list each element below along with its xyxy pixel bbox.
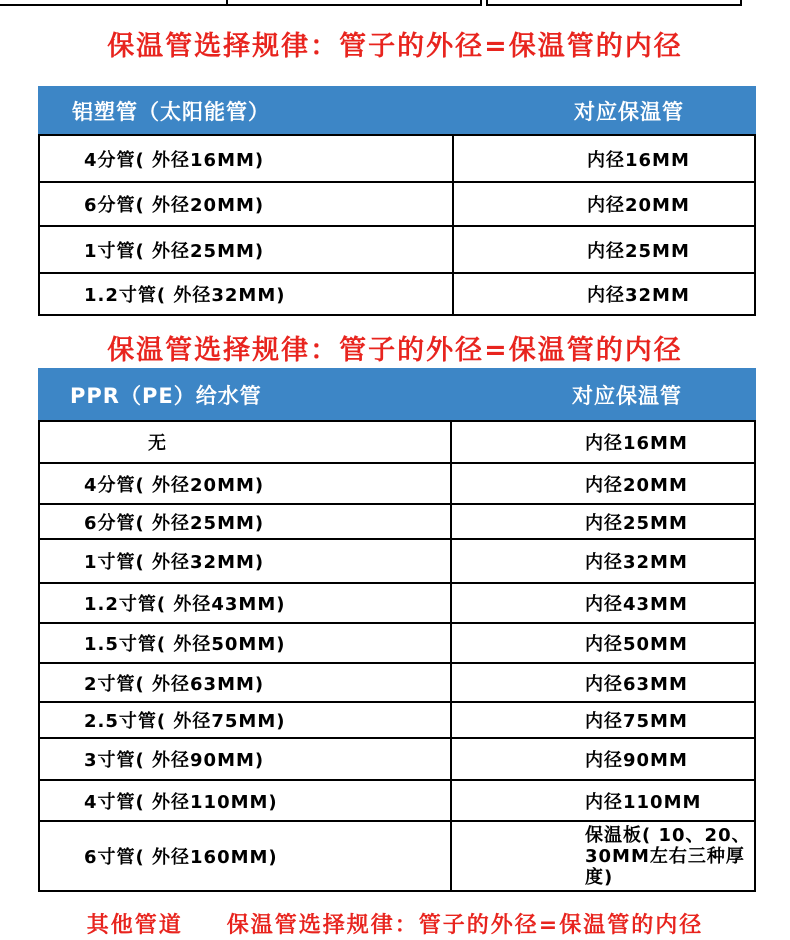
pipe-cell: 4分管( 外径16MM) [39,135,453,182]
aluminum-plastic-pipe-table [38,86,756,316]
previous-table-cell [0,0,228,6]
selection-rule-heading: 保温管选择规律：管子的外径=保温管的内径 [107,31,683,62]
insulation-cell: 内径16MM [453,135,755,182]
table-row [39,539,755,583]
pipe-cell: 3寸管( 外径90MM) [39,738,451,780]
insulation-board-cell [451,821,755,891]
insulation-cell: 内径63MM [451,663,755,702]
footer-rule: 保温管选择规律：管子的外径=保温管的内径 [226,913,704,938]
insulation-cell: 内径25MM [451,504,755,539]
insulation-cell: 内径32MM [453,273,755,315]
table-row [39,182,755,226]
pipe-cell: 1.2寸管( 外径32MM) [39,273,453,315]
previous-table-cell [486,0,742,6]
table-row [39,738,755,780]
previous-table-cell [226,0,482,6]
pipe-cell: 1寸管( 外径32MM) [39,539,451,583]
pipe-cell: 2寸管( 外径63MM) [39,663,451,702]
table-row [39,780,755,821]
pipe-cell: 2.5寸管( 外径75MM) [39,702,451,738]
insulation-cell: 内径16MM [451,421,755,463]
insulation-board-line: 30MM左右三种厚度) [585,845,745,888]
table-row [39,463,755,504]
selection-rule-heading: 保温管选择规律：管子的外径=保温管的内径 [107,335,683,366]
pipe-cell: 无 [39,421,451,463]
previous-table-edge [0,0,790,8]
table-row [39,421,755,463]
pipe-cell: 6分管( 外径25MM) [39,504,451,539]
insulation-cell: 内径20MM [453,182,755,226]
ppr-water-pipe-table [38,368,756,892]
table-row [39,273,755,315]
table-row [39,821,755,891]
insulation-board-line: 保温板( 10、20、 [585,824,751,846]
pipe-cell: 1.2寸管( 外径43MM) [39,583,451,623]
table-row [39,135,755,182]
header-insulation: 对应保温管 [453,87,755,135]
footer-prefix: 其他管道 [86,913,183,938]
insulation-cell: 内径25MM [453,226,755,273]
pipe-cell: 6寸管( 外径160MM) [39,821,451,891]
insulation-cell: 内径90MM [451,738,755,780]
pipe-cell: 1.5寸管( 外径50MM) [39,623,451,663]
pipe-cell: 4寸管( 外径110MM) [39,780,451,821]
insulation-cell: 内径75MM [451,702,755,738]
pipe-cell: 6分管( 外径20MM) [39,182,453,226]
table-row [39,623,755,663]
table-row [39,226,755,273]
header-pipe-type: 铝塑管（太阳能管） [39,87,453,135]
insulation-cell: 内径110MM [451,780,755,821]
pipe-cell: 1寸管( 外径25MM) [39,226,453,273]
table-row [39,702,755,738]
pipe-cell: 4分管( 外径20MM) [39,463,451,504]
table-row [39,504,755,539]
table-header-row [39,87,755,135]
header-pipe-type: PPR（PE）给水管 [39,369,451,421]
table-row [39,583,755,623]
table-header-row [39,369,755,421]
insulation-cell: 内径20MM [451,463,755,504]
insulation-cell: 内径50MM [451,623,755,663]
table-row [39,663,755,702]
insulation-cell: 内径43MM [451,583,755,623]
footer-note [0,908,790,939]
header-insulation: 对应保温管 [451,369,755,421]
insulation-cell: 内径32MM [451,539,755,583]
